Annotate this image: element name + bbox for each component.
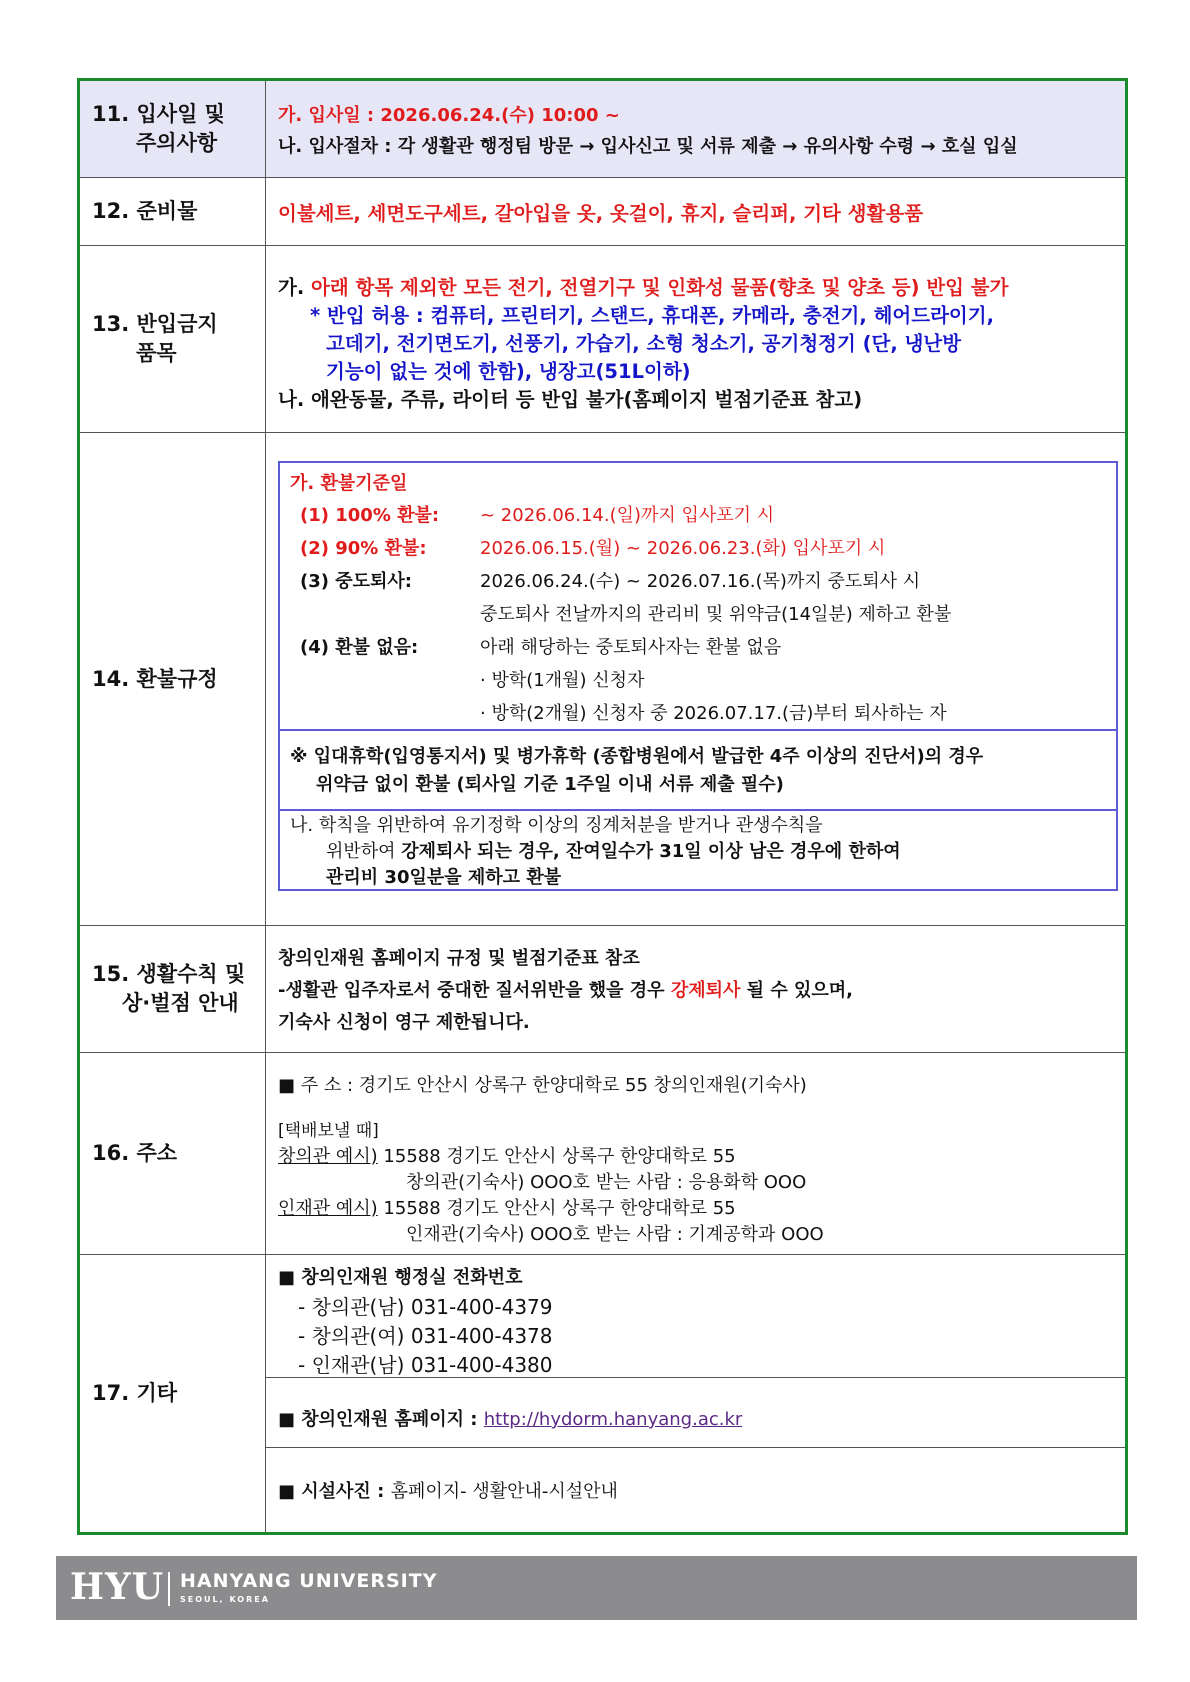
footer-bar (56, 1556, 1137, 1620)
refund-note-2: 위약금 없이 환불 (퇴사일 기준 1주일 이내 서류 제출 필수) (316, 774, 784, 795)
move-in-procedure: 나. 입사절차 : 각 생활관 행정팀 방문 → 입사신고 및 서류 제출 → 유의사항 수령 → 호실 입실 (278, 136, 1018, 157)
row-17-label: 17. 기타 (80, 1255, 266, 1532)
row-12-label: 12. 준비물 (80, 178, 266, 245)
refund-3-text-1: 2026.06.24.(수) ~ 2026.07.16.(목)까지 중도퇴사 시 (480, 571, 921, 592)
row-16-content (266, 1053, 1125, 1254)
refund-box (278, 461, 1118, 891)
homepage-link[interactable]: http://hydorm.hanyang.ac.kr (483, 1409, 743, 1430)
university-name: HANYANG UNIVERSITY (180, 1570, 438, 1592)
phone-title: ■ 창의인재원 행정실 전화번호 (278, 1267, 523, 1288)
facility-photo-line: ■ 시설사진 : 홈페이지- 생활안내-시설안내 (278, 1481, 618, 1502)
phone-1: - 창의관(남) 031-400-4379 (298, 1295, 553, 1319)
allowed-line-3: 기능이 없는 것에 한함), 냉장고(51L이하) (326, 360, 691, 383)
refund-4-label: (4) 환불 없음: (300, 637, 419, 658)
row-14-label: 14. 환불규정 (80, 433, 266, 925)
row-16-label: 16. 주소 (80, 1053, 266, 1254)
delivery-example-2-line-2: 인재관(기숙사) OOO호 받는 사람 : 기계공학과 OOO (406, 1224, 824, 1245)
row-17-divider-2 (266, 1447, 1125, 1448)
refund-2-text: 2026.06.15.(월) ~ 2026.06.23.(화) 입사포기 시 (480, 538, 886, 559)
refund-1-label: (1) 100% 환불: (300, 505, 440, 526)
refund-4-text-2: · 방학(1개월) 신청자 (480, 670, 645, 691)
row-13-content (266, 246, 1125, 432)
allowed-line-2: 고데기, 전기면도기, 선풍기, 가습기, 소형 청소기, 공기청정기 (단, 냉난방 (326, 332, 962, 355)
supplies-text: 이불세트, 세면도구세트, 갈아입을 옷, 옷걸이, 휴지, 슬리퍼, 기타 생활용품 (278, 202, 924, 225)
row-11-label: 11. 입사일 및 주의사항 (80, 81, 266, 177)
rules-line-1: 창의인재원 홈페이지 규정 및 벌점기준표 참조 (278, 948, 640, 969)
row-15-content (266, 926, 1125, 1052)
refund-3-label: (3) 중도퇴사: (300, 571, 412, 592)
hyu-logo: HYU (70, 1566, 165, 1608)
row-11-content (266, 81, 1125, 177)
row-16-address (80, 1053, 1125, 1255)
row-12-content (266, 178, 1125, 245)
forced-exit-line-3: 관리비 30일분을 제하고 환불 (326, 867, 562, 888)
phone-3: - 인재관(남) 031-400-4380 (298, 1353, 553, 1377)
row-15-label: 15. 생활수칙 및 상·벌점 안내 (80, 926, 266, 1052)
refund-2-label: (2) 90% 환불: (300, 538, 427, 559)
refund-4-text-3: · 방학(2개월) 신청자 중 2026.07.17.(금)부터 퇴사하는 자 (480, 703, 947, 724)
delivery-heading: [택배보낼 때] (278, 1121, 379, 1141)
rules-line-2: -생활관 입주자로서 중대한 질서위반을 했을 경우 강제퇴사 될 수 있으며, (278, 980, 853, 1001)
university-location: SEOUL, KOREA (180, 1595, 270, 1604)
address-main: ■ 주 소 : 경기도 안산시 상록구 한양대학로 55 창의인재원(기숙사) (278, 1075, 807, 1096)
row-17-divider-1 (266, 1377, 1125, 1378)
row-13-label: 13. 반입금지 품목 (80, 246, 266, 432)
row-12-supplies (80, 178, 1125, 246)
delivery-example-2-line-1: 인재관 예시) 15588 경기도 안산시 상록구 한양대학로 55 (278, 1198, 736, 1219)
row-11-move-in (80, 81, 1125, 178)
row-14-content (266, 433, 1125, 925)
logo-divider (168, 1572, 170, 1606)
forced-exit-line-2: 위반하여 강제퇴사 되는 경우, 잔여일수가 31일 이상 남은 경우에 한하여 (326, 841, 901, 862)
row-15-rules (80, 926, 1125, 1053)
refund-1-text: ~ 2026.06.14.(일)까지 입사포기 시 (480, 505, 775, 526)
row-17-content (266, 1255, 1125, 1532)
prohibited-line-1: 가. 아래 항목 제외한 모든 전기, 전열기구 및 인화성 물품(향초 및 양초 등) 반입 불가 (278, 276, 1009, 299)
prohibited-line-2: 나. 애완동물, 주류, 라이터 등 반입 불가(홈페이지 벌점기준표 참고) (278, 388, 863, 411)
info-table (77, 78, 1128, 1535)
phone-2: - 창의관(여) 031-400-4378 (298, 1324, 553, 1348)
row-13-prohibited (80, 246, 1125, 433)
homepage-line: ■ 창의인재원 홈페이지 : http://hydorm.hanyang.ac.kr (278, 1409, 743, 1430)
refund-box-divider-1 (280, 729, 1116, 731)
move-in-date: 가. 입사일 : 2026.06.24.(수) 10:00 ~ (278, 105, 620, 126)
refund-note-1: ※ 입대휴학(입영통지서) 및 병가휴학 (종합병원에서 발급한 4주 이상의 진단서)의 경우 (290, 746, 984, 767)
rules-line-3: 기숙사 신청이 영구 제한됩니다. (278, 1012, 530, 1033)
refund-4-text-1: 아래 해당하는 중토퇴사자는 환불 없음 (480, 637, 782, 658)
allowed-line-1: * 반입 허용 : 컴퓨터, 프린터기, 스탠드, 휴대폰, 카메라, 충전기, 헤어드라이기, (310, 304, 995, 327)
delivery-example-1-line-2: 창의관(기숙사) OOO호 받는 사람 : 응용화학 OOO (406, 1172, 807, 1193)
forced-exit-line-1: 나. 학칙을 위반하여 유기정학 이상의 징계처분을 받거나 관생수칙을 (290, 815, 823, 836)
refund-title: 가. 환불기준일 (290, 473, 408, 494)
refund-3-text-2: 중도퇴사 전날까지의 관리비 및 위약금(14일분) 제하고 환불 (480, 604, 952, 625)
delivery-example-1-line-1: 창의관 예시) 15588 경기도 안산시 상록구 한양대학로 55 (278, 1146, 736, 1167)
row-14-refund (80, 433, 1125, 926)
row-17-misc (80, 1255, 1125, 1532)
